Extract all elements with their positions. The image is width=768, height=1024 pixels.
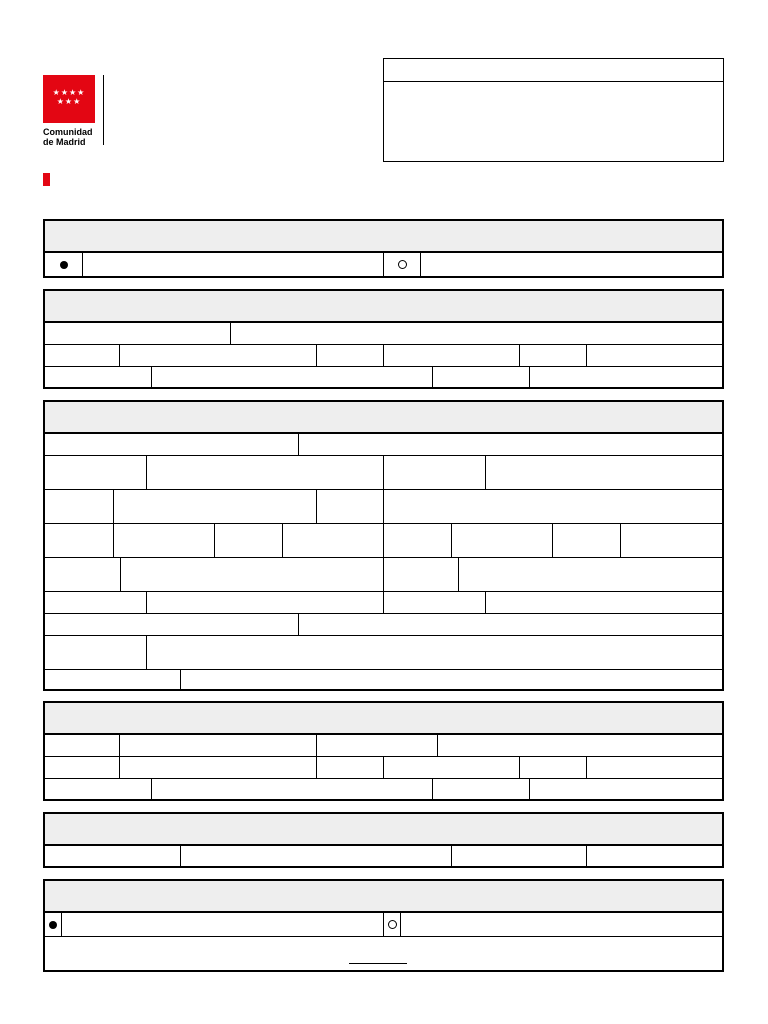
radio-selected-icon xyxy=(49,921,57,929)
section-5-label xyxy=(45,846,181,866)
section-1-option-b-label xyxy=(421,253,722,276)
section-6-option-b-label xyxy=(401,913,722,936)
section-6-option-a-label xyxy=(62,913,384,936)
section-3-field[interactable] xyxy=(459,558,722,591)
section-3-label xyxy=(45,636,147,669)
section-1-radio-option-a[interactable] xyxy=(45,253,83,276)
logo-stars-icon: ★★★★ ★★★ xyxy=(52,88,86,106)
section-4-label xyxy=(45,757,120,778)
section-6 xyxy=(43,879,724,972)
section-3-header xyxy=(45,402,722,434)
section-3-label xyxy=(45,524,114,557)
section-3-label xyxy=(317,490,384,523)
section-4-field[interactable] xyxy=(384,757,520,778)
section-3-label xyxy=(384,592,486,613)
section-3-field[interactable] xyxy=(486,592,722,613)
registry-stamp-box xyxy=(383,58,724,162)
section-4-label xyxy=(45,779,152,799)
radio-unselected-icon xyxy=(388,920,397,929)
section-3-label xyxy=(45,434,299,455)
red-marker xyxy=(43,173,50,186)
section-3-field[interactable] xyxy=(114,490,317,523)
section-6-radio-option-b[interactable] xyxy=(384,913,401,936)
section-2-label xyxy=(45,345,120,366)
section-3-field[interactable] xyxy=(147,456,384,489)
section-4-field[interactable] xyxy=(152,779,433,799)
section-2-field[interactable] xyxy=(152,367,433,387)
section-4-field[interactable] xyxy=(120,735,317,756)
section-2-label xyxy=(45,367,152,387)
section-3-field[interactable] xyxy=(299,614,722,635)
section-3-field[interactable] xyxy=(486,456,722,489)
section-4-field[interactable] xyxy=(530,779,722,799)
section-2-header xyxy=(45,291,722,323)
section-3-label xyxy=(553,524,621,557)
section-4-label xyxy=(317,735,438,756)
logo-name-line1: Comunidad xyxy=(43,127,93,137)
section-4-label xyxy=(520,757,587,778)
section-1-radio-option-b[interactable] xyxy=(384,253,421,276)
section-3-field[interactable] xyxy=(283,524,384,557)
section-2-field[interactable] xyxy=(587,345,722,366)
section-3-label xyxy=(45,592,147,613)
section-4-label xyxy=(317,757,384,778)
signature-underline xyxy=(349,963,407,964)
section-6-header xyxy=(45,881,722,913)
section-3-label xyxy=(384,524,452,557)
section-3-field[interactable] xyxy=(147,592,384,613)
section-3-field[interactable] xyxy=(181,670,722,691)
section-2-label xyxy=(433,367,530,387)
section-2-label xyxy=(520,345,587,366)
section-3-label xyxy=(45,456,147,489)
section-4-field[interactable] xyxy=(438,735,722,756)
section-2-label xyxy=(317,345,384,366)
section-3-label xyxy=(384,558,459,591)
section-5-header xyxy=(45,814,722,846)
section-5-label xyxy=(452,846,587,866)
section-4-field[interactable] xyxy=(120,757,317,778)
section-2-field[interactable] xyxy=(231,323,722,344)
section-4-label xyxy=(45,735,120,756)
section-2-field[interactable] xyxy=(384,345,520,366)
section-3-label xyxy=(215,524,283,557)
section-3 xyxy=(43,400,724,691)
registry-stamp-header xyxy=(384,59,723,82)
section-5-field[interactable] xyxy=(587,846,722,866)
section-4-field[interactable] xyxy=(587,757,722,778)
section-3-label xyxy=(45,670,181,691)
section-2-field[interactable] xyxy=(530,367,722,387)
radio-unselected-icon xyxy=(398,260,407,269)
section-3-field[interactable] xyxy=(121,558,384,591)
section-3-field[interactable] xyxy=(147,636,722,669)
section-3-field[interactable] xyxy=(299,434,722,455)
section-1 xyxy=(43,219,724,278)
section-3-label xyxy=(45,490,114,523)
section-2-field[interactable] xyxy=(120,345,317,366)
section-5-field[interactable] xyxy=(181,846,452,866)
section-4 xyxy=(43,701,724,801)
section-5 xyxy=(43,812,724,868)
section-3-label xyxy=(45,558,121,591)
section-1-header xyxy=(45,221,722,253)
section-3-field[interactable] xyxy=(621,524,722,557)
logo-name-line2: de Madrid xyxy=(43,137,86,147)
section-4-label xyxy=(433,779,530,799)
section-3-field[interactable] xyxy=(114,524,215,557)
section-4-header xyxy=(45,703,722,735)
logo-wordmark xyxy=(43,127,103,147)
section-3-label xyxy=(45,614,299,635)
section-3-field[interactable] xyxy=(384,490,722,523)
section-2 xyxy=(43,289,724,389)
radio-selected-icon xyxy=(60,261,68,269)
logo-divider xyxy=(103,75,104,145)
section-3-field[interactable] xyxy=(452,524,553,557)
section-2-label xyxy=(45,323,231,344)
section-6-notes-field[interactable] xyxy=(45,937,722,970)
section-1-option-a-label xyxy=(83,253,384,276)
section-6-radio-option-a[interactable] xyxy=(45,913,62,936)
section-3-label xyxy=(384,456,486,489)
